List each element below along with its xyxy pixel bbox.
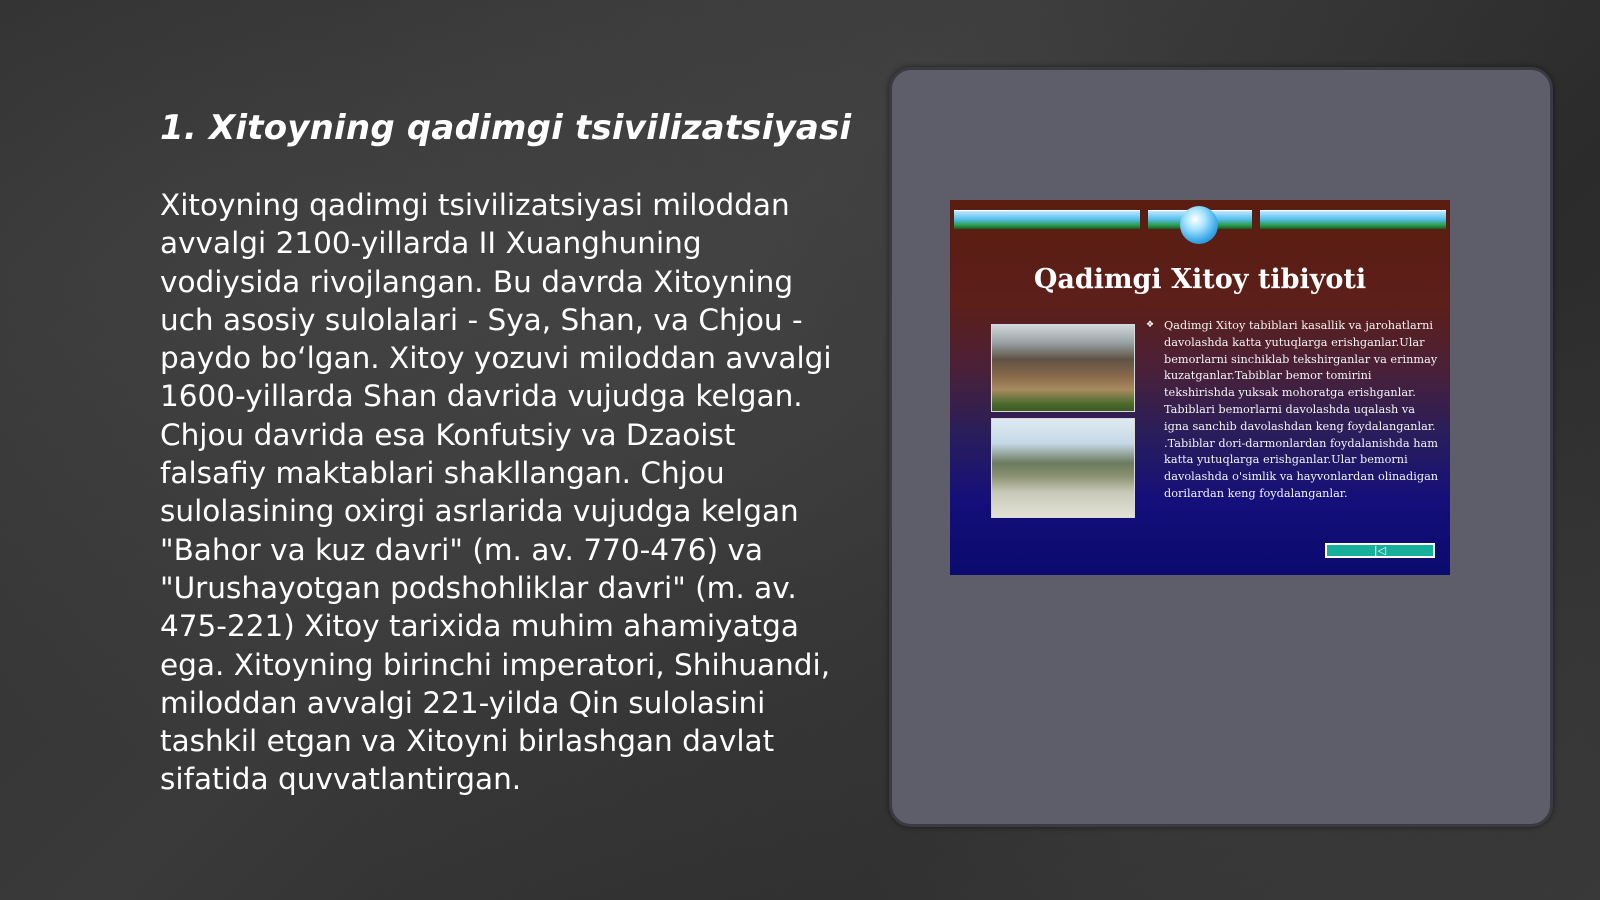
slide-body-text: Xitoyning qadimgi tsivilizatsiyasi miloddan avvalgi 2100-yillarda II Xuanghuning vodiysida rivojlangan. Bu davrda Xitoyning uch asosiy sulolalari - Sya, Shan, va Chjou - paydo boʻlgan. Xitoy yozuvi miloddan avvalgi 1600-yillarda Shan davrida vujudga kelgan. Chjou davrida esa Konfutsiy va Dzaoist falsafiy maktablari shakllangan. Chjou sulolasining oxirgi asrlarida vujudga kelgan "Bahor va kuz davri" (m. av. 770-476) va "Urushayotgan podshohliklar davri" (m. av. 475-221) Xitoy tarixida muhim ahamiyatga ega. Xitoyning birinchi imperatori, Shihuandi, miloddan avvalgi 221-yilda Qin sulolasini tashkil etgan va Xitoyni birlashgan davlat sifatida quvvatlantirgan. [160,188,832,797]
banner-strip-right [1260,210,1446,229]
embedded-slide-text: Qadimgi Xitoy tabiblari kasallik va jarohatlarni davolashda katta yutuqlarga erishganlar.Ular bemorlarni sinchiklab tekshirganlar va erinmay kuzatganlar.Tabiblar bemor tomirini tekshirishda yuksak mohoratga erishganlar. Tabiblari bemorlarni davolashda uqalash va igna sanchib davolashdan keng foydalanganlar. .Tabiblar dori-darmonlardan foydalanishda ham katta yutuqlarga erishganlar.Ular bemorni davolashda o'simlik va hayvonlardan olinadigan dorilardan keng foydalanganlar. [1164,319,1439,500]
temple-courtyard-photo [991,418,1135,518]
ancient-building-photo [991,324,1135,412]
embedded-slide-title: Qadimgi Xitoy tibiyoti [1033,264,1367,295]
back-to-start-icon: |◁ [1373,544,1387,557]
back-to-start-button[interactable] [1325,543,1435,558]
landscape-banner [954,206,1446,234]
slide-title: 1. Xitoyning qadimgi tsivilizatsiyasi [160,108,852,148]
embedded-slide-image [950,200,1450,575]
diamond-bullet-icon: ❖ [1146,320,1155,330]
globe-orb-icon [1180,206,1218,244]
banner-strip-left [954,210,1140,229]
